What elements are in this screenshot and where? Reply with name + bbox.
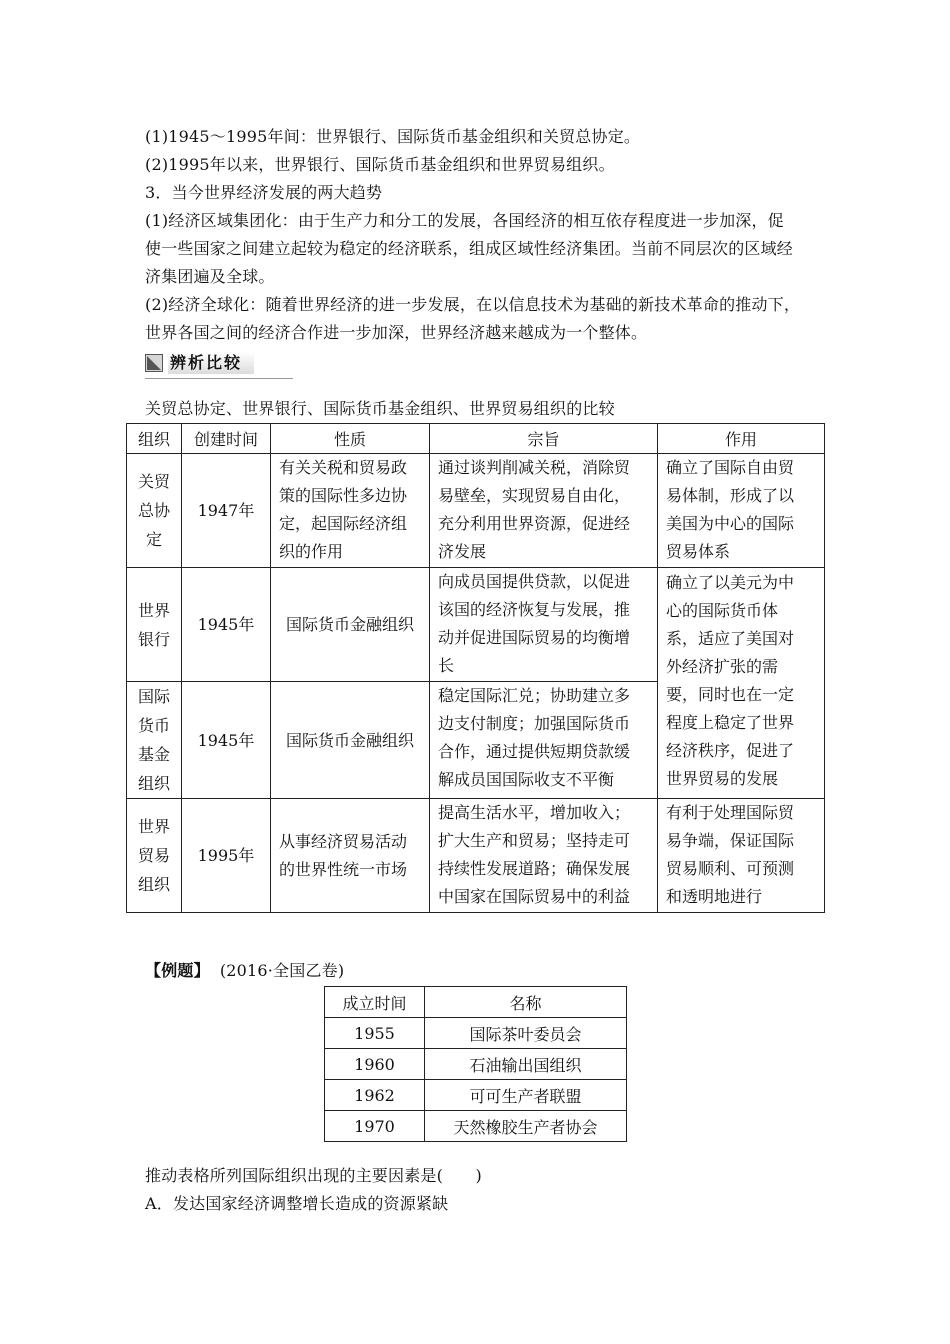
nature-cell: 从事经济贸易活动 的世界性统一市场 bbox=[271, 799, 430, 913]
example-header-row bbox=[325, 987, 627, 1018]
table-row bbox=[127, 568, 825, 682]
aim-cell: 通过谈判削减关税，消除贸 易壁垒，实现贸易自由化， 充分利用世界资源，促进经 济发展 bbox=[430, 454, 658, 568]
example-question: 推动表格所列国际组织出现的主要因素是( ) bbox=[145, 1166, 482, 1185]
org-cell: 世界 银行 bbox=[127, 568, 182, 682]
year-cell: 1947年 bbox=[182, 454, 271, 568]
header-year: 创建时间 bbox=[182, 424, 271, 454]
aim-cell: 提高生活水平，增加收入； 扩大生产和贸易；坚持走可 持续性发展道路；确保发展 中国家在国际贸易中的利益 bbox=[430, 799, 658, 913]
header-nature: 性质 bbox=[271, 424, 430, 454]
aim-cell: 向成员国提供贷款，以促进 该国的经济恢复与发展，推 动并促进国际贸易的均衡增 长 bbox=[430, 568, 658, 682]
example-header-year: 成立时间 bbox=[325, 987, 425, 1018]
section-triangle-icon bbox=[145, 354, 163, 372]
org-cell: 世界 贸易 组织 bbox=[127, 799, 182, 913]
example-heading bbox=[145, 958, 344, 981]
example-year-cell: 1955 bbox=[325, 1018, 425, 1049]
example-name-cell: 石油输出国组织 bbox=[425, 1049, 627, 1080]
heading-trends: 3．当今世界经济发展的两大趋势 bbox=[145, 183, 383, 202]
paragraph-global-line-2: 世界各国之间的经济合作进一步加深，世界经济越来越成为一个整体。 bbox=[145, 323, 648, 342]
example-header-name: 名称 bbox=[425, 987, 627, 1018]
section-title: 辨析比较 bbox=[168, 352, 254, 374]
section-heading bbox=[145, 352, 293, 379]
header-role: 作用 bbox=[658, 424, 825, 454]
example-source: (2016·全国乙卷) bbox=[219, 961, 345, 980]
header-org: 组织 bbox=[127, 424, 182, 454]
role-cell: 有利于处理国际贸 易争端，保证国际 贸易顺利、可预测 和透明地进行 bbox=[658, 799, 825, 913]
table-row bbox=[127, 454, 825, 568]
year-cell: 1945年 bbox=[182, 568, 271, 682]
example-name-cell: 国际茶叶委员会 bbox=[425, 1018, 627, 1049]
table-row bbox=[127, 799, 825, 913]
org-cell: 关贸 总协 定 bbox=[127, 454, 182, 568]
aim-cell: 稳定国际汇兑；协助建立多 边支付制度；加强国际货币 合作，通过提供短期贷款缓 解成员国国际收支不平衡 bbox=[430, 682, 658, 799]
table-header-row bbox=[127, 424, 825, 454]
comparison-table bbox=[126, 423, 825, 913]
example-year-cell: 1962 bbox=[325, 1080, 425, 1111]
role-cell-shared: 确立了以美元为中 心的国际货币体 系，适应了美国对 外经济扩张的需 要，同时也在一定 程度上稳定了世界 经济秩序，促进了 世界贸易的发展 bbox=[658, 568, 825, 799]
option-a[interactable]: A．发达国家经济调整增长造成的资源紧缺 bbox=[145, 1194, 449, 1213]
header-aim: 宗旨 bbox=[430, 424, 658, 454]
paragraph-regional-line-3: 济集团遍及全球。 bbox=[145, 267, 275, 286]
nature-cell: 有关关税和贸易政 策的国际性多边协 定，起国际经济组 织的作用 bbox=[271, 454, 430, 568]
table-caption: 关贸总协定、世界银行、国际货币基金组织、世界贸易组织的比较 bbox=[145, 399, 615, 418]
year-cell: 1945年 bbox=[182, 682, 271, 799]
paragraph-regional-line-1: (1)经济区域集团化：由于生产力和分工的发展，各国经济的相互依存程度进一步加深，促 bbox=[145, 211, 784, 230]
table-row bbox=[325, 1111, 627, 1142]
example-year-cell: 1960 bbox=[325, 1049, 425, 1080]
example-table bbox=[324, 986, 627, 1142]
paragraph-2: (2)1995年以来，世界银行、国际货币基金组织和世界贸易组织。 bbox=[145, 155, 615, 174]
table-row bbox=[325, 1049, 627, 1080]
paragraph-regional-line-2: 使一些国家之间建立起较为稳定的经济联系，组成区域性经济集团。当前不同层次的区域经 bbox=[145, 239, 794, 258]
table-row bbox=[325, 1080, 627, 1111]
example-year-cell: 1970 bbox=[325, 1111, 425, 1142]
paragraph-global-line-1: (2)经济全球化：随着世界经济的进一步发展，在以信息技术为基础的新技术革命的推动下， bbox=[145, 295, 801, 314]
org-cell: 国际 货币 基金 组织 bbox=[127, 682, 182, 799]
example-label: 【例题】 bbox=[145, 961, 210, 980]
paragraph-1: (1)1945～1995年间：世界银行、国际货币基金组织和关贸总协定。 bbox=[145, 127, 641, 146]
year-cell: 1995年 bbox=[182, 799, 271, 913]
example-name-cell: 可可生产者联盟 bbox=[425, 1080, 627, 1111]
nature-cell: 国际货币金融组织 bbox=[271, 568, 430, 682]
example-name-cell: 天然橡胶生产者协会 bbox=[425, 1111, 627, 1142]
role-cell: 确立了国际自由贸 易体制，形成了以 美国为中心的国际 贸易体系 bbox=[658, 454, 825, 568]
table-row bbox=[325, 1018, 627, 1049]
nature-cell: 国际货币金融组织 bbox=[271, 682, 430, 799]
